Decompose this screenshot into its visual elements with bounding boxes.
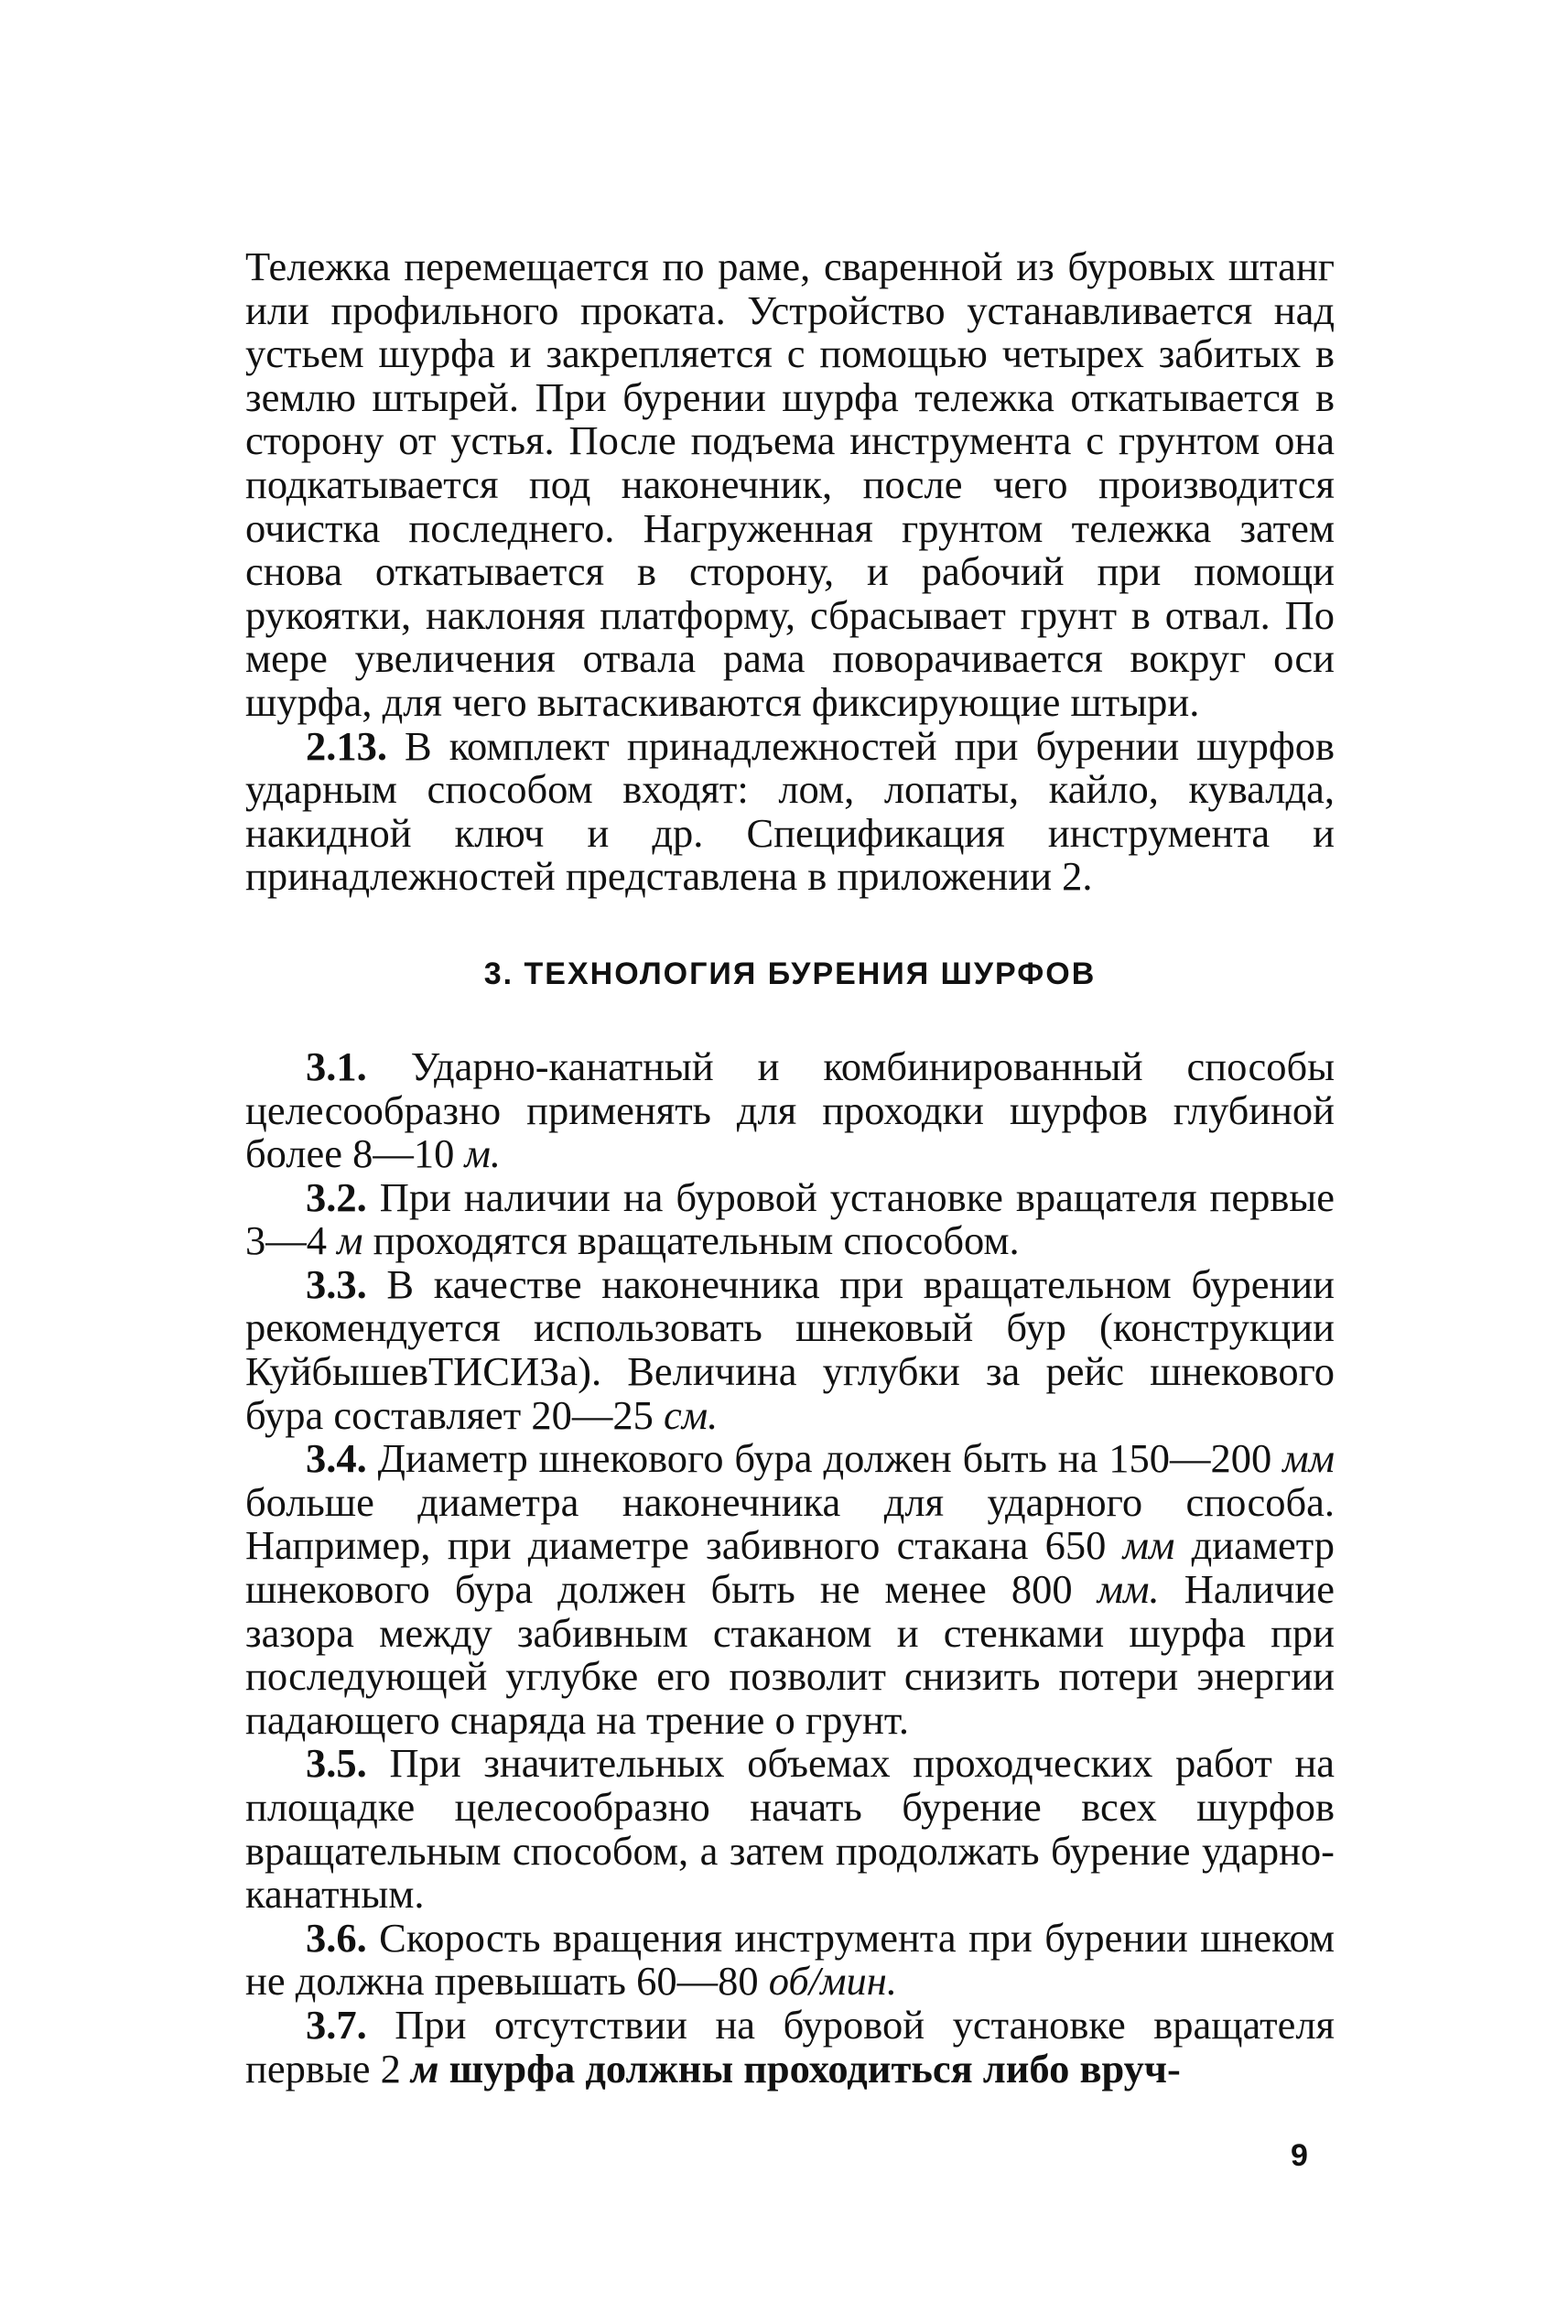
unit-text: м: [337, 1217, 363, 1264]
paragraph-text: проходятся вращательным способом.: [373, 1217, 1020, 1264]
paragraph-3-1: [245, 1045, 1335, 1176]
paragraph-text: диаметр шнекового бура должен быть не менее 800: [245, 1522, 1336, 1613]
unit-text: об/мин.: [768, 1958, 897, 2005]
page-body: [245, 245, 1335, 2091]
paragraph-number: 3.6.: [306, 1914, 367, 1961]
paragraph-text: При значительных объемах проходческих работ на площадке целесообразно начать бурение всех шурфов вращательным способом, а затем продолжать бурение ударно-канатным.: [245, 1740, 1336, 1918]
paragraph-text: Наличие зазора между забивным стаканом и стенками шурфа при последующей углубке его позволит снизить потери энергии падающего снаряда на трение о грунт.: [245, 1566, 1335, 1743]
paragraph-text: При отсутствии на буровой установке вращателя первые 2: [245, 2001, 1335, 2092]
paragraph-intro-text: Тележка перемещается по раме, сваренной из буровых штанг или профильного проката. Устройство устанавливается над устьем шурфа и закрепляется с помощью четырех забитых в землю штырей. При бурении шурфа тележка откатывается в сторону от устья. После подъема инструмента с грунтом она подкатывается под наконечник, после чего производится очистка последнего. Нагруженная грунтом тележка затем снова откатывается в сторону, и рабочий при помощи рукоятки, наклоняя платформу, сбрасывает грунт в отвал. По мере увеличения отвала рама поворачивается вокруг оси шурфа, для чего вытаскиваются фиксирующие штыри.: [245, 243, 1335, 725]
paragraph-text: Скорость вращения инструмента при бурении шнеком не должна превышать 60—80: [245, 1914, 1335, 2005]
paragraph-text: Ударно-канатный и комбинированный способы целесообразно применять для проходки шурфов глубиной более 8—10: [245, 1043, 1335, 1177]
paragraph-text: шурфа должны проходиться либо вруч-: [449, 2045, 1181, 2092]
page-number: 9: [1291, 2138, 1308, 2173]
paragraph-3-7: [245, 2001, 1335, 2092]
paragraph-text: В комплект принадлежностей при бурении шурфов ударным способом входят: лом, лопаты, кайло, кувалда, накидной ключ и др. Спецификация инструмента и принадлежностей представлена в приложении 2.: [245, 722, 1336, 900]
unit-text: мм: [1122, 1522, 1175, 1569]
unit-text: см.: [663, 1391, 719, 1438]
paragraph-2-13: [245, 722, 1336, 900]
paragraph-number: 3.3.: [306, 1260, 367, 1307]
paragraph-number: 3.5.: [306, 1740, 367, 1787]
section-heading: 3. ТЕХНОЛОГИЯ БУРЕНИЯ ШУРФОВ: [483, 956, 1097, 991]
paragraph-number: 3.1.: [306, 1043, 367, 1089]
paragraph-number: 2.13.: [306, 722, 387, 769]
unit-text: м.: [464, 1130, 502, 1177]
paragraph-3-2: [245, 1173, 1336, 1264]
paragraph-3-4: [245, 1437, 1335, 1742]
unit-text: м: [410, 2045, 439, 2092]
paragraph-text: больше диаметра наконечника для ударного способа. Например, при диаметре забивного стакана 650: [245, 1478, 1335, 1569]
paragraph-text: В качестве наконечника при вращательном бурении рекомендуется использовать шнековый бур (конструкции КуйбышевТИСИЗа). Величина углубки за рейс шнекового бура составляет 20—25: [245, 1260, 1335, 1438]
unit-text: мм.: [1097, 1566, 1160, 1613]
paragraph-number: 3.4.: [306, 1435, 367, 1482]
paragraph-number: 3.7.: [306, 2001, 367, 2048]
paragraph-intro: [245, 245, 1335, 725]
paragraph-3-6: [245, 1914, 1335, 2005]
paragraph-3-5: [245, 1742, 1335, 1916]
paragraph-text: Диаметр шнекового бура должен быть на 150—200: [377, 1435, 1272, 1482]
paragraph-3-3: [245, 1260, 1335, 1438]
paragraph-text: При наличии на буровой установке вращателя первые 3—4: [245, 1173, 1336, 1264]
paragraph-number: 3.2.: [306, 1173, 367, 1220]
unit-text: мм: [1282, 1435, 1336, 1482]
